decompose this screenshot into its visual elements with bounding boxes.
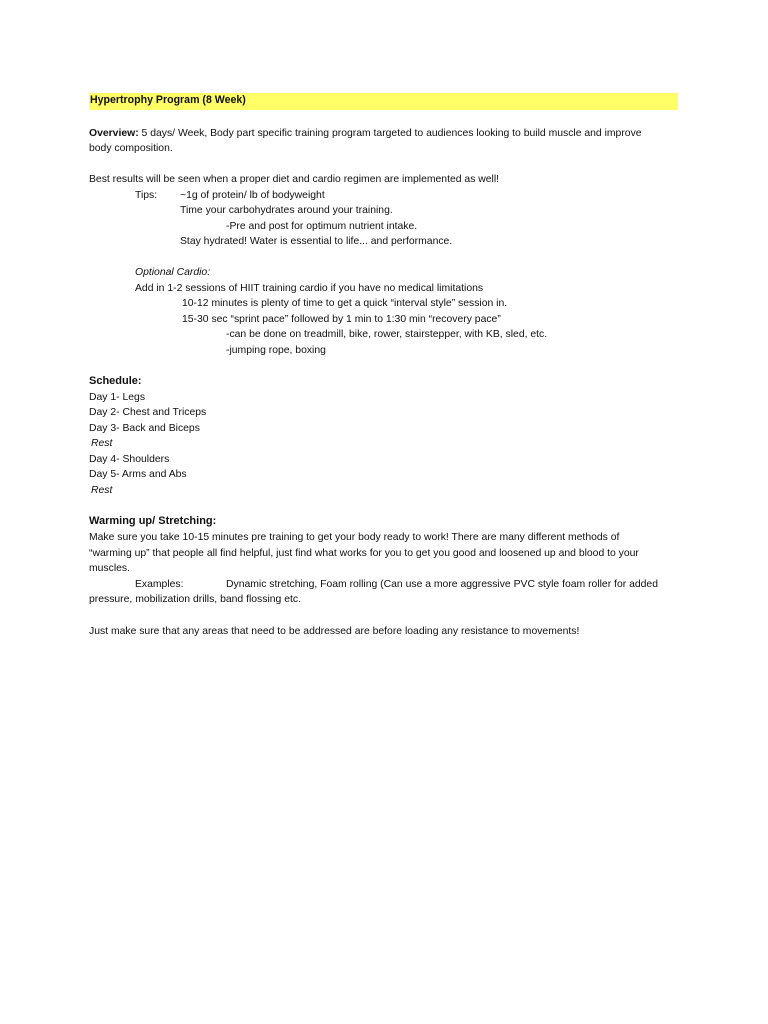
schedule-rest: Rest	[91, 438, 113, 449]
tip-item: Time your carbohydrates around your training.	[180, 205, 393, 216]
overview-text-1: 5 days/ Week, Body part specific training program targeted to audiences looking to build muscle and improve	[138, 128, 642, 139]
cardio-line: 10-12 minutes is plenty of time to get a quick “interval style” session in.	[182, 298, 508, 309]
cardio-line: -jumping rope, boxing	[226, 345, 326, 356]
best-results-text: Best results will be seen when a proper diet and cardio regimen are implemented as well!	[89, 174, 500, 185]
examples-label: Examples:	[135, 579, 184, 590]
warmup-line: muscles.	[89, 563, 130, 574]
closing-text: Just make sure that any areas that need to be addressed are before loading any resistance to movements!	[89, 626, 580, 637]
warmup-heading: Warming up/ Stretching:	[89, 515, 217, 527]
schedule-day: Day 1- Legs	[89, 392, 146, 403]
tip-item: -Pre and post for optimum nutrient intake.	[226, 221, 418, 232]
document-title: Hypertrophy Program (8 Week)	[90, 94, 246, 106]
overview-line-2: body composition.	[89, 143, 173, 154]
examples-text: Dynamic stretching, Foam rolling (Can use a more aggressive PVC style foam roller for added	[226, 579, 658, 590]
overview-label: Overview:	[89, 128, 139, 139]
schedule-heading: Schedule:	[89, 375, 142, 387]
cardio-line: -can be done on treadmill, bike, rower, stairstepper, with KB, sled, etc.	[226, 329, 548, 340]
warmup-line: “warming up” that people all find helpful, just find what works for you to get you good and loosened up and blood to your	[89, 548, 639, 559]
cardio-heading: Optional Cardio:	[135, 267, 211, 278]
schedule-day: Day 2- Chest and Triceps	[89, 407, 207, 418]
tip-item: ~1g of protein/ lb of bodyweight	[180, 190, 325, 201]
warmup-line: Make sure you take 10-15 minutes pre training to get your body ready to work! There are many different methods of	[89, 532, 620, 543]
examples-continued: pressure, mobilization drills, band flossing etc.	[89, 594, 301, 605]
tip-item: Stay hydrated! Water is essential to life... and performance.	[180, 236, 453, 247]
cardio-line: Add in 1-2 sessions of HIIT training cardio if you have no medical limitations	[135, 283, 484, 294]
overview-line-1	[89, 127, 642, 140]
schedule-day: Day 5- Arms and Abs	[89, 469, 187, 480]
schedule-rest: Rest	[91, 485, 113, 496]
schedule-day: Day 4- Shoulders	[89, 454, 170, 465]
cardio-line: 15-30 sec “sprint pace” followed by 1 min to 1:30 min “recovery pace”	[182, 314, 501, 325]
title-highlight	[89, 93, 678, 110]
tips-label: Tips:	[135, 190, 158, 201]
schedule-day: Day 3- Back and Biceps	[89, 423, 200, 434]
